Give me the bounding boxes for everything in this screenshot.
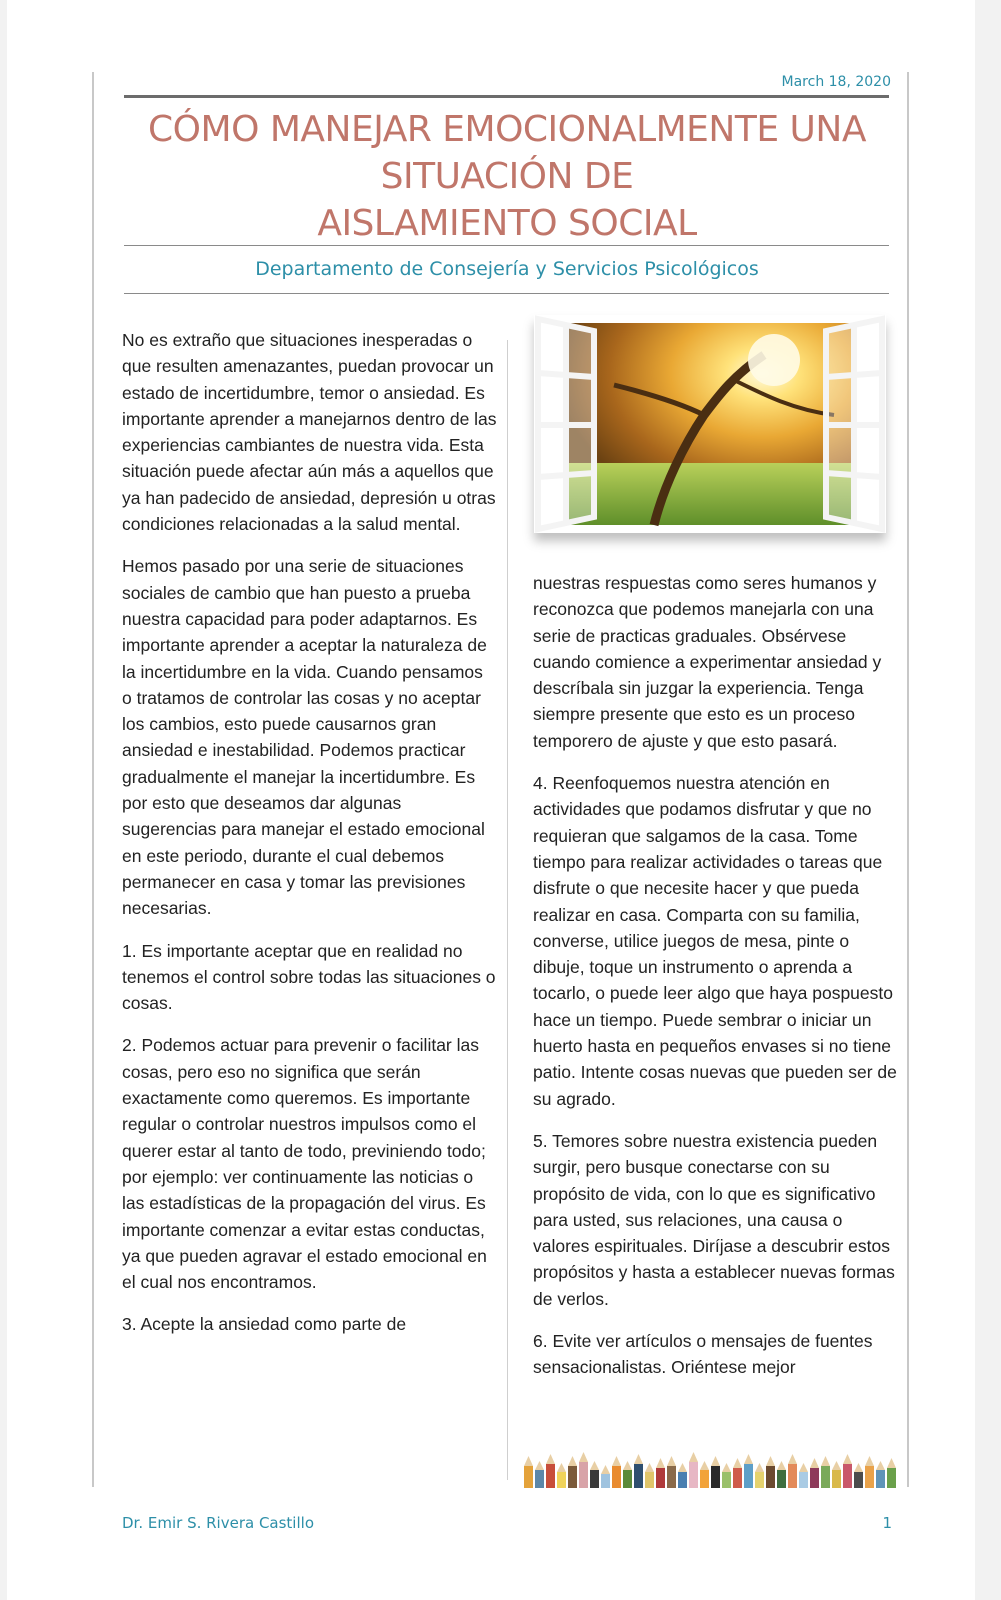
footer-author: Dr. Emir S. Rivera Castillo (122, 1514, 314, 1532)
paragraph: No es extraño que situaciones inesperadas o que resulten amenazantes, puedan provocar un estado de incertidumbre, temor o ansiedad. Es importante aprender a manejarnos dentro de las experiencias cambiantes de nuestra vida. Esta situación puede afectar aún más a aquellos que ya han padecido de ansiedad, depresión u otras condiciones relacionadas a la salud mental. (122, 330, 497, 535)
header-rule (124, 95, 889, 98)
page-border-right (907, 72, 909, 1487)
right-column (533, 570, 903, 1397)
document-date: March 18, 2020 (781, 74, 891, 90)
page-number: 1 (882, 1514, 892, 1532)
title-rule (124, 245, 889, 246)
title-line: AISLAMIENTO SOCIAL (317, 203, 697, 244)
paragraph: 1. Es importante aceptar que en realidad no tenemos el control sobre todas las situaciones o cosas. (122, 940, 496, 1014)
colored-pencils-decoration (524, 1450, 896, 1488)
department-subtitle: Departamento de Consejería y Servicios Psicológicos (255, 258, 759, 280)
title-line: SITUACIÓN DE (380, 156, 634, 197)
document-title (117, 106, 897, 247)
subtitle-rule (124, 293, 889, 294)
open-window-image (534, 315, 886, 533)
open-window-illustration (534, 315, 886, 533)
paragraph: 6. Evite ver artículos o mensajes de fuentes sensacionalistas. Oriéntese mejor (533, 1331, 873, 1378)
left-column (122, 327, 497, 1354)
paragraph: nuestras respuestas como seres humanos y reconozca que podemos manejarla con una serie de practicas graduales. Obsérvese cuando comience a experimentar ansiedad y descríbala sin juzgar la experiencia. Tenga siempre presente que esto es un proceso temporero de ajuste y que esto pasará. (533, 573, 882, 751)
paragraph: 5. Temores sobre nuestra existencia pueden surgir, pero busque conectarse con su propósito de vida, con lo que es significativo para usted, sus relaciones, una causa o valores espirituales. Diríjase a descubrir estos propósitos y hasta a establecer nuevas formas de verlos. (533, 1130, 895, 1309)
paragraph: 4. Reenfoquemos nuestra atención en actividades que podamos disfrutar y que no requieran que salgamos de la casa. Tome tiempo para realizar actividades o tareas que disfrute o que necesite hacer y que pueda realizar en casa. Comparta con su familia, converse, utilice juegos de mesa, pinte o dibuje, toque un instrumento o aprenda a tocarlo, o puede leer algo que haya pospuesto hace un tiempo. Puede sembrar o iniciar un huerto hasta en pequeños envases si no tiene patio. Intente cosas nuevas que pueden ser de su agrado. (533, 773, 897, 1109)
paragraph: Hemos pasado por una serie de situaciones sociales de cambio que han puesto a prueba nuestra capacidad para poder adaptarnos. Es importante aprender a aceptar la naturaleza de la incertidumbre en la vida. Cuando pensamos o tratamos de controlar las cosas y no aceptar los cambios, esto puede causarnos gran ansiedad e inestabilidad. Podemos practicar gradualmente el manejar la incertidumbre. Es por esto que deseamos dar algunas sugerencias para manejar el estado emocional en este periodo, durante el cual debemos permanecer en casa y tomar las previsiones necesarias. (122, 556, 487, 919)
column-divider (507, 340, 508, 1480)
page-border-left (92, 72, 94, 1487)
title-line: CÓMO MANEJAR EMOCIONALMENTE UNA (148, 109, 866, 150)
paragraph: 3. Acepte la ansiedad como parte de (122, 1314, 407, 1335)
document-page (7, 0, 975, 1600)
pencil-row (524, 1452, 896, 1488)
paragraph: 2. Podemos actuar para prevenir o facilitar las cosas, pero eso no significa que serán exactamente como queremos. Es importante regular o controlar nuestros impulsos como el querer estar al tanto de todo, previniendo todo; por ejemplo: ver continuamente las noticias o las estadísticas de la propagación del virus. Es importante comenzar a evitar estas conductas, ya que pueden agravar el estado emocional en el cual nos encontramos. (122, 1035, 487, 1293)
